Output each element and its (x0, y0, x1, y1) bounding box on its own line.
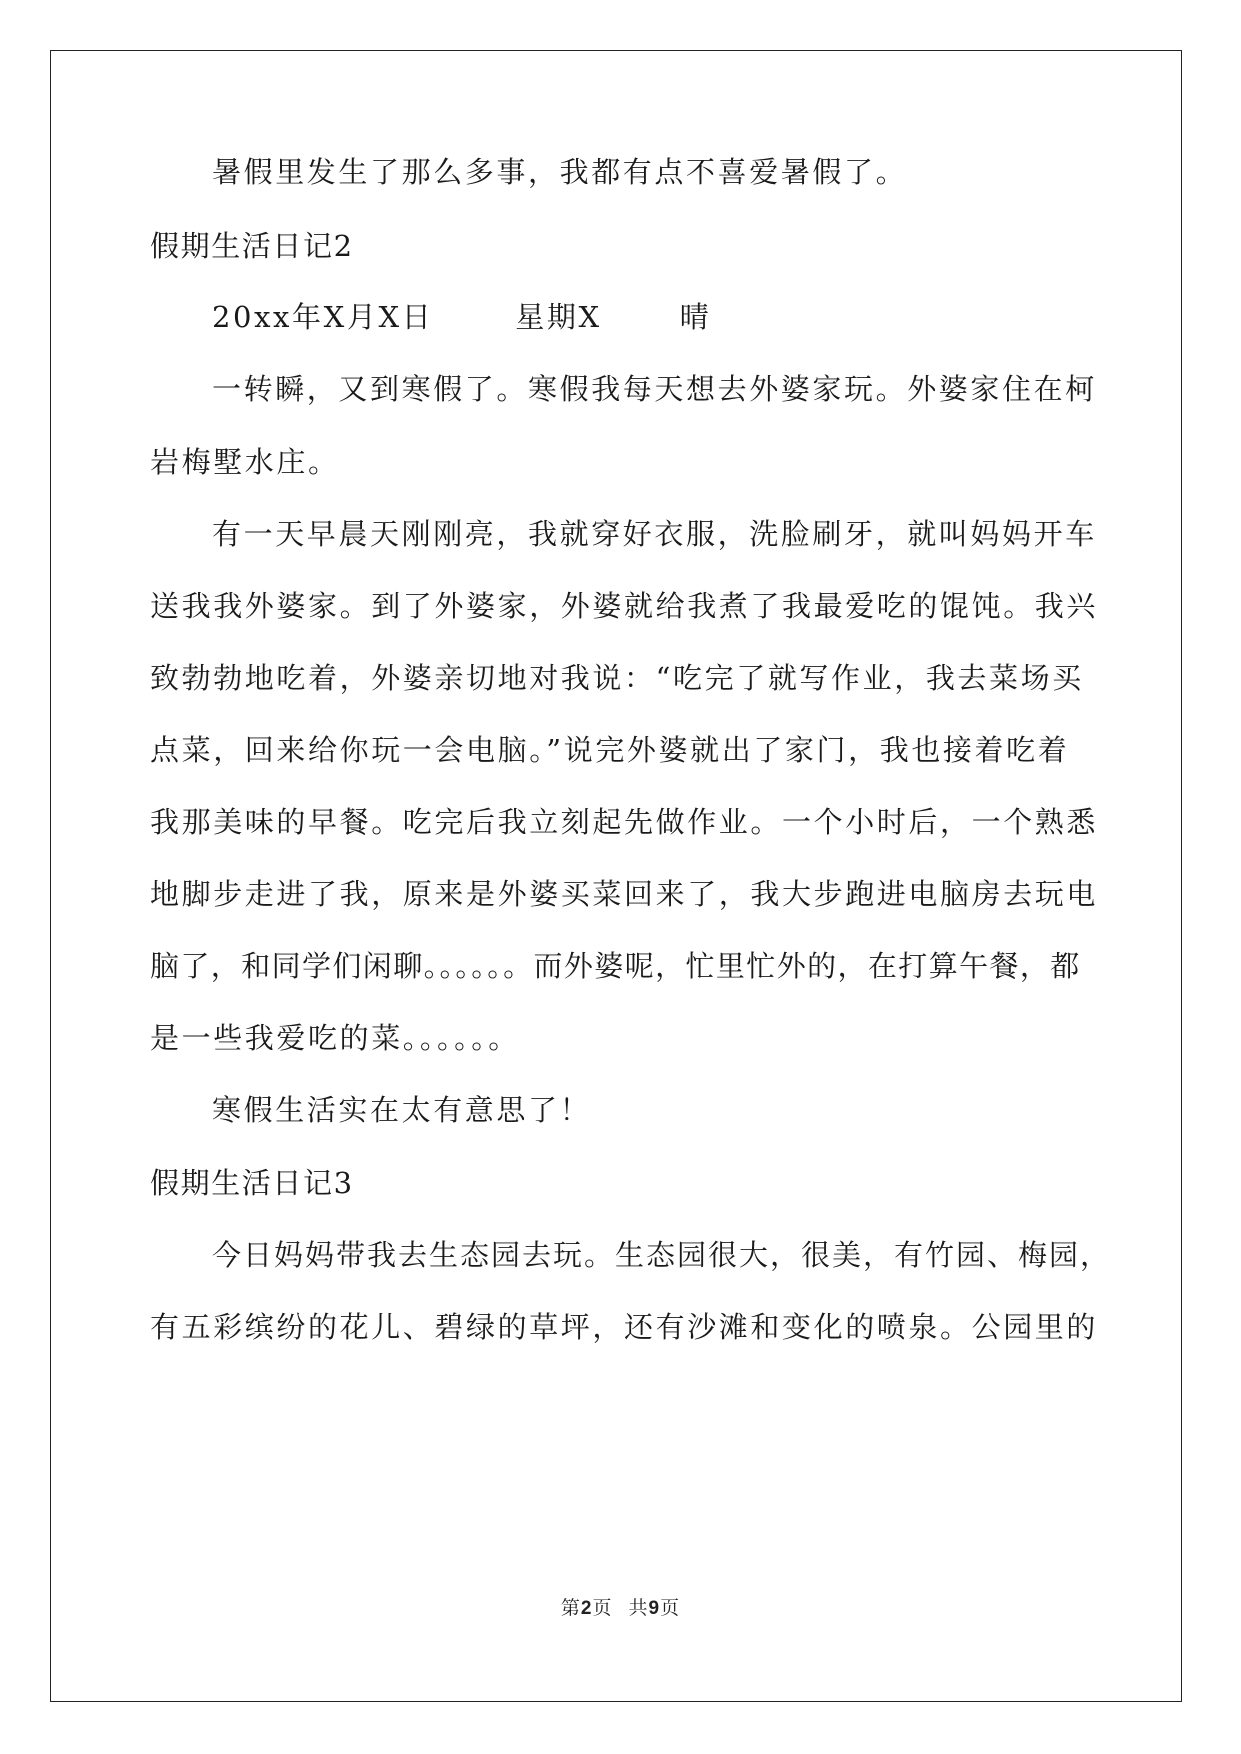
paragraph-line: 暑假里发生了那么多事，我都有点不喜爱暑假了。 (212, 155, 908, 189)
total-suffix: 页 (660, 1597, 681, 1619)
paragraph-line: 点菜，回来给你玩一会电脑。”说完外婆就出了家门，我也接着吃着 (150, 733, 1070, 767)
paragraph-line: 一转瞬，又到寒假了。寒假我每天想去外婆家玩。外婆家住在柯 (212, 372, 1097, 406)
total-prefix: 共 (628, 1597, 649, 1619)
page-total-number: 9 (648, 1598, 661, 1619)
paragraph-line: 地脚步走进了我，原来是外婆买菜回来了，我大步跑进电脑房去玩电 (150, 877, 1099, 911)
paragraph-line: 我那美味的早餐。吃完后我立刻起先做作业。一个小时后，一个熟悉 (150, 805, 1099, 839)
paragraph-line: 有一天早晨天刚刚亮，我就穿好衣服，洗脸刷牙，就叫妈妈开车 (212, 517, 1097, 551)
diary-weather: 晴 (679, 300, 712, 334)
page-current-number: 2 (580, 1598, 593, 1619)
diary-weekday: 星期X (515, 300, 602, 334)
paragraph-line: 寒假生活实在太有意思了！ (212, 1093, 592, 1127)
paragraph-line: 致勃勃地吃着，外婆亲切地对我说：“吃完了就写作业，我去菜场买 (150, 661, 1084, 695)
paragraph-line: 今日妈妈带我去生态园去玩。生态园很大，很美，有竹园、梅园， (212, 1238, 1112, 1272)
page-prefix: 第 (560, 1597, 581, 1619)
section-heading: 假期生活日记3 (150, 1166, 354, 1200)
paragraph-line: 有五彩缤纷的花儿、碧绿的草坪，还有沙滩和变化的喷泉。公园里的 (150, 1310, 1099, 1344)
paragraph-line: 是一些我爱吃的菜。。。。。。 (150, 1021, 520, 1055)
page-suffix: 页 (592, 1597, 613, 1619)
paragraph-line: 岩梅墅水庄。 (150, 445, 340, 479)
paragraph-line: 送我我外婆家。到了外婆家，外婆就给我煮了我最爱吃的馄饨。我兴 (150, 589, 1099, 623)
page-footer (0, 1596, 1241, 1621)
section-heading: 假期生活日记2 (150, 229, 354, 263)
paragraph-line: 脑了，和同学们闲聊。。。。。。而外婆呢，忙里忙外的，在打算午餐，都 (150, 949, 1081, 983)
date-line (212, 297, 711, 337)
diary-date: 20xx年X月X日 (212, 300, 434, 334)
